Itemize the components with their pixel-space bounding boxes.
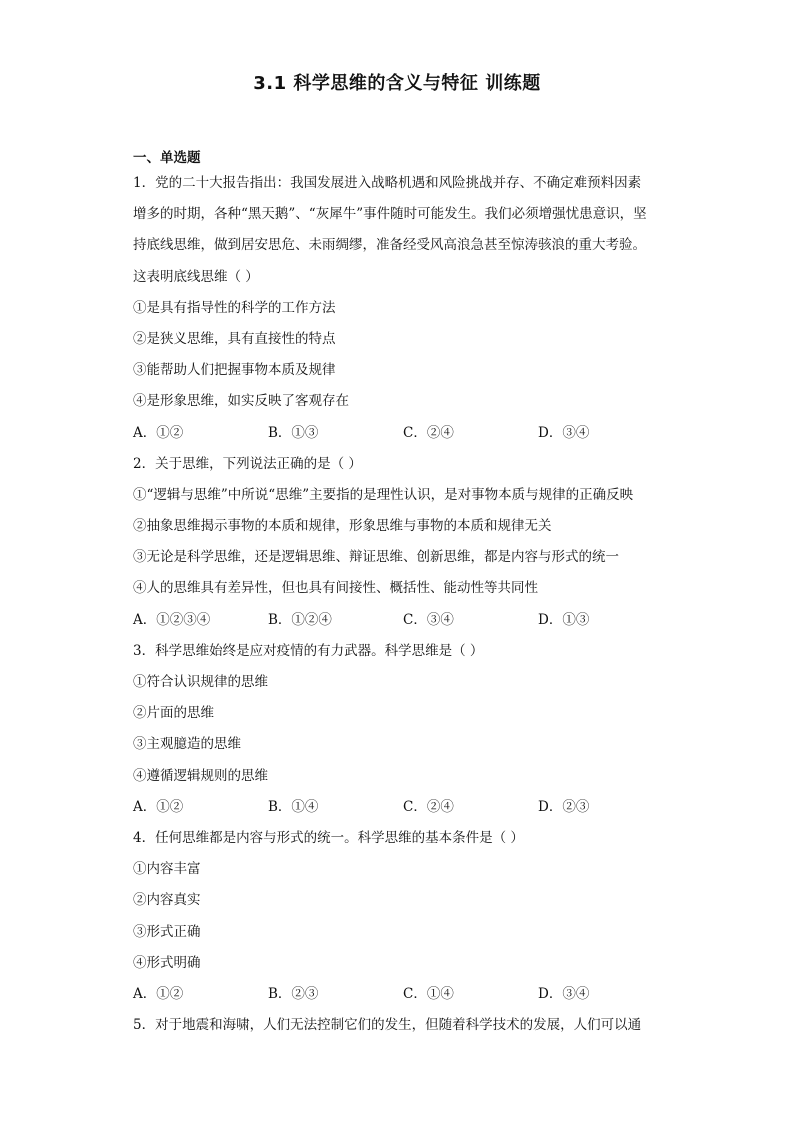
question-stem-line: 1．党的二十大报告指出：我国发展进入战略机遇和风险挑战并存、不确定难预料因素 bbox=[133, 175, 642, 191]
question-4 bbox=[133, 823, 673, 1010]
option-d: D．①③ bbox=[538, 611, 590, 628]
answer-options bbox=[133, 605, 673, 636]
statement-item: ④是形象思维，如实反映了客观存在 bbox=[133, 393, 349, 410]
statement-item: ③主观臆造的思维 bbox=[133, 736, 241, 753]
statement-item: ①符合认识规律的思维 bbox=[133, 674, 268, 690]
statement-item: ③形式正确 bbox=[133, 923, 201, 940]
question-5 bbox=[133, 1010, 673, 1041]
option-c: C．②④ bbox=[403, 424, 454, 441]
statement-item: ③能帮助人们把握事物本质及规律 bbox=[133, 362, 336, 379]
answer-options bbox=[133, 792, 673, 823]
option-b: B．①③ bbox=[268, 424, 319, 441]
answer-options bbox=[133, 979, 673, 1010]
statement-item: ②内容真实 bbox=[133, 892, 201, 909]
option-d: D．②③ bbox=[538, 798, 590, 815]
option-c: C．①④ bbox=[403, 985, 454, 1002]
question-1 bbox=[133, 168, 673, 449]
statement-item: ①内容丰富 bbox=[133, 861, 201, 878]
option-b: B．①②④ bbox=[268, 611, 332, 628]
statement-item: ③无论是科学思维，还是逻辑思维、辩证思维、创新思维，都是内容与形式的统一 bbox=[133, 549, 619, 566]
question-2 bbox=[133, 449, 673, 636]
statement-item: ④遵循逻辑规则的思维 bbox=[133, 767, 268, 784]
answer-options bbox=[133, 418, 673, 449]
question-stem-line: 持底线思维，做到居安思危、未雨绸缪，准备经受风高浪急甚至惊涛骇浪的重大考验。 bbox=[133, 237, 646, 254]
question-list bbox=[133, 168, 673, 1041]
option-b: B．②③ bbox=[268, 985, 319, 1002]
option-a: A．①② bbox=[133, 798, 184, 815]
option-c: C．③④ bbox=[403, 611, 454, 628]
option-d: D．③④ bbox=[538, 424, 590, 441]
question-stem-line: 增多的时期，各种“黑天鹅”、“灰犀牛”事件随时可能发生。我们必须增强忧患意识，坚 bbox=[133, 206, 647, 223]
question-stem-line: 3．科学思维始终是应对疫情的有力武器。科学思维是（ ） bbox=[133, 642, 484, 659]
statement-item: ④人的思维具有差异性，但也具有间接性、概括性、能动性等共同性 bbox=[133, 580, 538, 597]
option-a: A．①② bbox=[133, 424, 184, 441]
section-heading: 一、单选题 bbox=[133, 150, 201, 166]
option-d: D．③④ bbox=[538, 985, 590, 1002]
statement-item: ④形式明确 bbox=[133, 954, 201, 971]
question-stem-line: 5．对于地震和海啸，人们无法控制它们的发生，但随着科学技术的发展，人们可以通 bbox=[133, 1017, 642, 1034]
statement-item: ②抽象思维揭示事物的本质和规律，形象思维与事物的本质和规律无关 bbox=[133, 518, 552, 535]
question-stem-line: 4．任何思维都是内容与形式的统一。科学思维的基本条件是（ ） bbox=[133, 829, 524, 846]
statement-item: ①“逻辑与思维”中所说“思维”主要指的是理性认识，是对事物本质与规律的正确反映 bbox=[133, 486, 634, 503]
option-b: B．①④ bbox=[268, 798, 319, 815]
option-c: C．②④ bbox=[403, 798, 454, 815]
question-3 bbox=[133, 636, 673, 823]
document-title: 3.1 科学思维的含义与特征 训练题 bbox=[253, 73, 541, 94]
question-stem-line: 2．关于思维，下列说法正确的是（ ） bbox=[133, 455, 362, 472]
statement-item: ②片面的思维 bbox=[133, 705, 214, 722]
statement-item: ①是具有指导性的科学的工作方法 bbox=[133, 299, 336, 316]
statement-item: ②是狭义思维，具有直接性的特点 bbox=[133, 330, 336, 347]
question-stem-line: 这表明底线思维（ ） bbox=[133, 268, 259, 285]
option-a: A．①②③④ bbox=[133, 611, 211, 628]
option-a: A．①② bbox=[133, 985, 184, 1002]
